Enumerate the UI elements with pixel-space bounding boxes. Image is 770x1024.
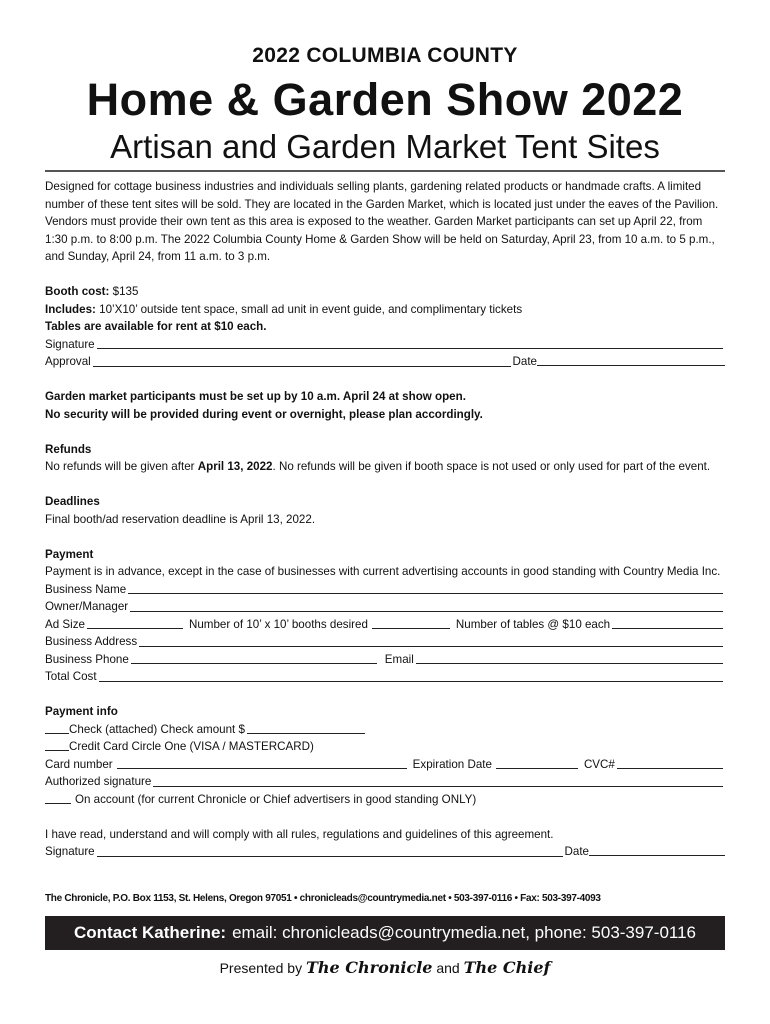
on-account-row: On account (for current Chronicle or Chief advertisers in good standing ONLY) xyxy=(45,791,725,809)
refunds-heading: Refunds xyxy=(45,442,92,456)
agreement-text: I have read, understand and will comply with all rules, regulations and guidelines of this agreement. xyxy=(45,827,554,841)
check-amount-field[interactable] xyxy=(247,721,365,734)
booths-desired-field[interactable] xyxy=(372,616,450,629)
total-cost-field[interactable] xyxy=(99,668,723,682)
ad-size-row: Ad Size Number of 10’ x 10’ booths desired Number of tables @ $10 each xyxy=(45,616,725,634)
contact-text: email: chronicleads@countrymedia.net, phone: 503-397-0116 xyxy=(232,923,697,942)
booth-cost: Booth cost: $135 xyxy=(45,285,139,298)
booth-includes: Includes: 10’X10’ outside tent space, small ad unit in event guide, and complimentary tickets xyxy=(45,302,523,316)
credit-card-box[interactable] xyxy=(45,738,69,751)
approval-field[interactable] xyxy=(93,353,511,367)
setup-notice: Garden market participants must be set up by 10 a.m. April 24 at show open. xyxy=(45,390,466,403)
booth-signature-field[interactable] xyxy=(97,336,723,350)
agreement-date-field[interactable] xyxy=(589,843,725,856)
security-notice: No security will be provided during event or overnight, please plan accordingly. xyxy=(45,407,483,421)
card-number-row: Card number Expiration Date CVC# xyxy=(45,756,725,774)
email-field[interactable] xyxy=(416,651,723,665)
divider xyxy=(45,170,725,172)
card-number-field[interactable] xyxy=(117,756,407,769)
refunds-text: No refunds will be given after April 13, 2022. No refunds will be given if booth space is not used or only used for part of the event. xyxy=(45,460,711,473)
form-body xyxy=(45,178,725,861)
business-address-field[interactable] xyxy=(139,633,723,647)
intro-paragraph: Designed for cottage business industries and individuals selling plants, gardening related products or handmade crafts. A limited number of these tent sites will be sold. They are located in the Garden Market, which is located just under the eaves of the Pavilion. Vendors must provide their own tent as this area is exposed to the weather. Garden Market participants can set up April 22, from 1:30 p.m. to 8:00 p.m. The 2022 Columbia County Home & Garden Show will be held on Saturday, April 23, from 10 a.m. to 5 p.m., and Sunday, April 24, from 11 a.m. to 3 p.m. xyxy=(45,180,719,263)
payment-info-heading: Payment info xyxy=(45,705,118,718)
footer-address: The Chronicle, P.O. Box 1153, St. Helens, Oregon 97051 • chronicleads@countrymedia.net • 503-397-0116 • Fax: 503-397-4093 xyxy=(45,893,601,904)
owner-manager-field[interactable] xyxy=(130,598,723,612)
total-cost-row: Total Cost xyxy=(45,668,725,686)
check-row: Check (attached) Check amount $ xyxy=(45,721,725,739)
approval-row: Approval Date xyxy=(45,353,725,371)
business-address-row: Business Address xyxy=(45,633,725,651)
business-name-row: Business Name xyxy=(45,581,725,599)
deadlines-heading: Deadlines xyxy=(45,495,100,508)
on-account-box[interactable] xyxy=(45,791,71,804)
agreement-signature-row: Signature Date xyxy=(45,843,725,861)
page-subtitle: Artisan and Garden Market Tent Sites xyxy=(110,128,660,165)
business-name-field[interactable] xyxy=(128,581,723,595)
check-box[interactable] xyxy=(45,721,69,734)
contact-label: Contact Katherine: xyxy=(73,923,227,942)
owner-manager-row: Owner/Manager xyxy=(45,598,725,616)
business-phone-row: Business Phone Email xyxy=(45,651,725,669)
tables-count-field[interactable] xyxy=(612,616,723,630)
payment-heading: Payment xyxy=(45,547,94,561)
authorized-signature-field[interactable] xyxy=(153,773,723,787)
credit-card-row: Credit Card Circle One (VISA / MASTERCARD) xyxy=(45,738,725,756)
page-title: Home & Garden Show 2022 xyxy=(86,74,684,125)
chronicle-logo: The Chronicle xyxy=(305,958,433,977)
ad-size-field[interactable] xyxy=(87,616,183,629)
agreement-signature-field[interactable] xyxy=(97,843,563,857)
chief-logo: The Chief xyxy=(463,958,551,977)
deadlines-text: Final booth/ad reservation deadline is April 13, 2022. xyxy=(45,512,316,526)
payment-text: Payment is in advance, except in the case of businesses with current advertising accounts in good standing with Country Media Inc. xyxy=(45,565,721,578)
booth-signature-row: Signature xyxy=(45,336,725,354)
expiration-field[interactable] xyxy=(496,756,578,769)
contact-banner xyxy=(45,916,725,950)
presented-by: Presented by The Chronicle and The Chief xyxy=(219,958,551,977)
approval-date-field[interactable] xyxy=(537,353,725,366)
business-phone-field[interactable] xyxy=(131,651,377,664)
tables-note: Tables are available for rent at $10 each. xyxy=(45,320,267,333)
authorized-signature-row: Authorized signature xyxy=(45,773,725,791)
cvc-field[interactable] xyxy=(617,756,723,770)
kicker: 2022 COLUMBIA COUNTY xyxy=(252,44,518,67)
